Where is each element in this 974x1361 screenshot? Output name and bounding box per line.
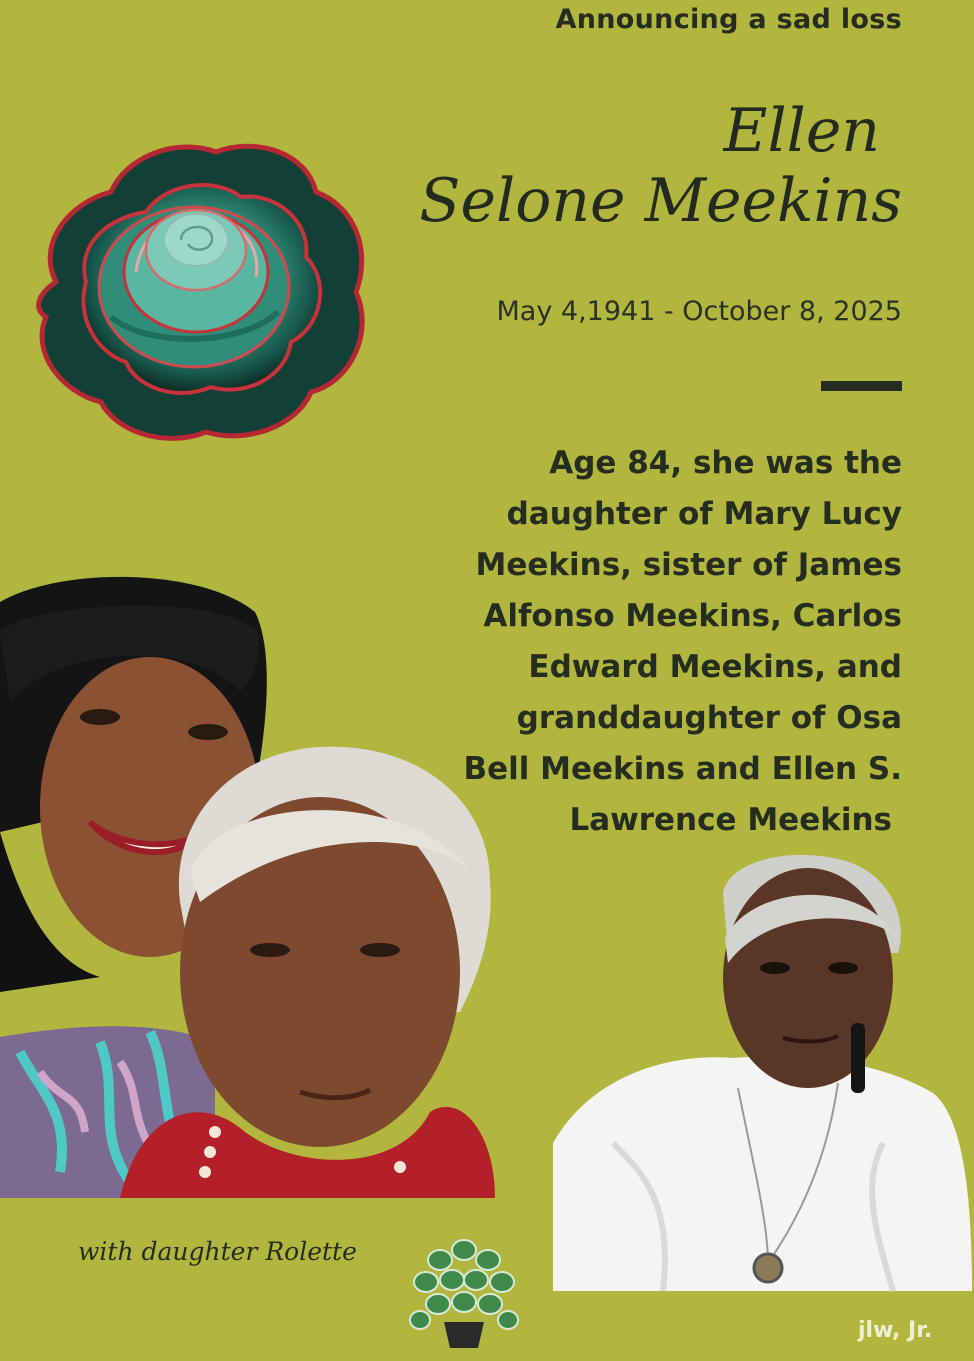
life-dates: May 4,1941 - October 8, 2025 [496,296,902,327]
bio-line: Alfonso Meekins, Carlos [483,598,902,634]
name-line-1: Ellen [723,96,880,166]
bio-line: Bell Meekins and Ellen S. [463,751,902,787]
bio-line: Meekins, sister of James [475,547,902,583]
photo-mother-with-daughter [0,572,500,1198]
bio-line: granddaughter of Osa [516,700,902,736]
announcement-heading: Announcing a sad loss [555,4,902,35]
credit-signature: jlw, Jr. [858,1318,933,1343]
bio-line: Age 84, she was the [549,445,902,481]
bio-text [432,438,902,846]
name-line-2: Selone Meekins [419,166,902,236]
rose-flower-icon [16,132,376,448]
bio-line: daughter of Mary Lucy [506,496,902,532]
potted-plant-icon [408,1232,520,1350]
bio-line: Lawrence Meekins [569,802,892,838]
divider-bar [821,381,902,391]
deceased-name [419,96,902,236]
bio-line: Edward Meekins, and [528,649,902,685]
portrait-photo [553,843,972,1291]
photo-caption: with daughter Rolette [78,1237,357,1266]
